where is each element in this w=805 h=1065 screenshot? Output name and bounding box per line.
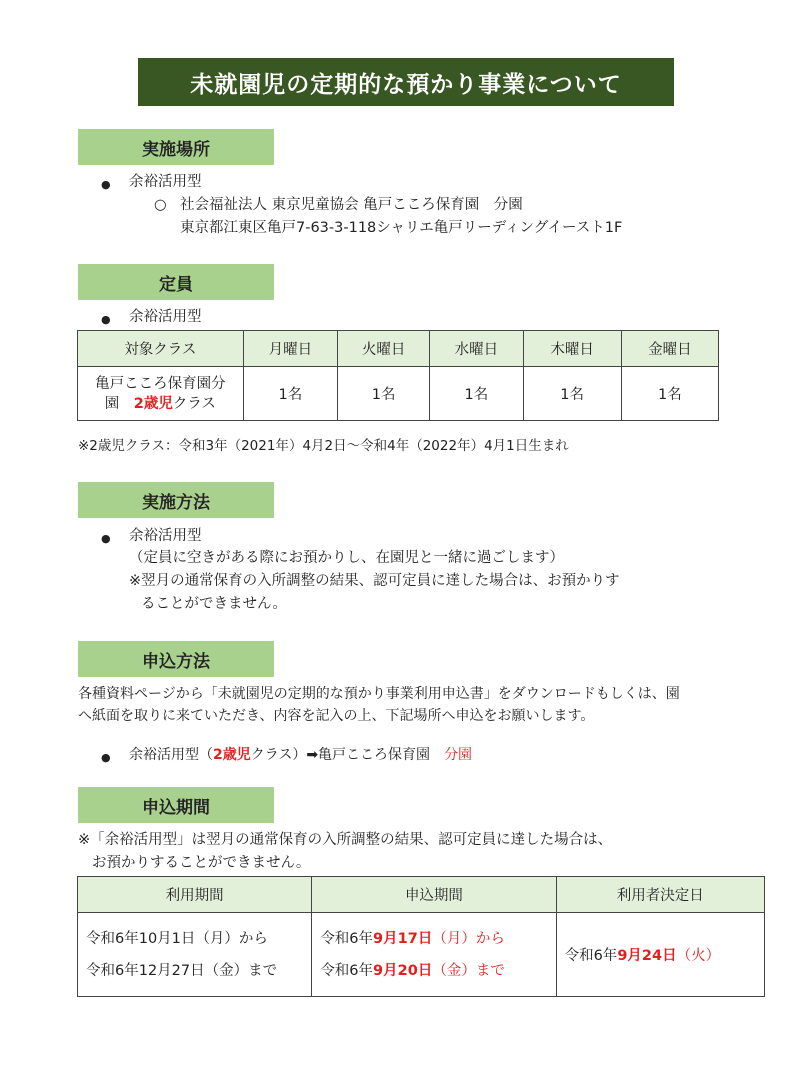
period-header: 利用期間 bbox=[78, 877, 312, 913]
method-note-line1: ※翌月の通常保育の入所調整の結果、認可定員に達した場合は、お預かりす bbox=[129, 573, 620, 589]
method-desc: （定員に空きがある際にお預かりし、在園児と一緒に過ごします） bbox=[129, 550, 564, 566]
capacity-header: 対象クラス bbox=[78, 331, 244, 367]
period-header: 利用者決定日 bbox=[556, 877, 764, 913]
apply-from: 令和6年9月17日（月）から bbox=[320, 930, 505, 947]
capacity-header: 水曜日 bbox=[430, 331, 523, 367]
use-to: 令和6年12月27日（金）まで bbox=[86, 962, 278, 979]
capacity-value: 1名 bbox=[243, 367, 337, 421]
apply-period-cell bbox=[312, 913, 556, 997]
facility-address: 東京都江東区亀戸7-63-3-118シャリエ亀戸リーディングイースト1F bbox=[180, 220, 623, 236]
location-type: 余裕活用型 bbox=[129, 174, 202, 190]
capacity-type: 余裕活用型 bbox=[129, 309, 202, 325]
capacity-value: 1名 bbox=[337, 367, 429, 421]
section-heading-location: 実施場所 bbox=[78, 129, 274, 165]
apply-branch: 分園 bbox=[444, 747, 473, 763]
bullet-icon bbox=[101, 176, 111, 186]
decision-date: 9月24日 bbox=[617, 948, 677, 964]
decision-date-cell: 令和6年9月24日（火） bbox=[556, 913, 764, 997]
capacity-value: 1名 bbox=[523, 367, 621, 421]
capacity-value: 1名 bbox=[430, 367, 523, 421]
period-note-line1: ※「余裕活用型」は翌月の通常保育の入所調整の結果、認可定員に達した場合は、 bbox=[78, 832, 613, 848]
capacity-header: 木曜日 bbox=[523, 331, 621, 367]
bullet-icon bbox=[101, 749, 111, 759]
bullet-icon bbox=[101, 530, 111, 540]
capacity-header: 月曜日 bbox=[243, 331, 337, 367]
facility-name: 社会福祉法人 東京児童協会 亀戸こころ保育園 分園 bbox=[180, 197, 523, 213]
page-title: 未就園児の定期的な預かり事業について bbox=[138, 58, 674, 106]
class-age: 2歳児 bbox=[133, 395, 173, 412]
apply-text-line1: 各種資料ページから「未就園児の定期的な預かり事業利用申込書」をダウンロードもしくは、園 bbox=[78, 686, 680, 702]
section-heading-period: 申込期間 bbox=[78, 787, 274, 823]
bullet-icon bbox=[101, 311, 111, 321]
period-table bbox=[77, 876, 765, 997]
period-note-line2: お預かりすることができません。 bbox=[92, 855, 311, 871]
class-cell bbox=[78, 367, 244, 421]
capacity-header: 火曜日 bbox=[337, 331, 429, 367]
use-period-cell bbox=[78, 913, 312, 997]
apply-destination: 余裕活用型（2歳児クラス）➡亀戸こころ保育園 分園 bbox=[129, 747, 473, 763]
capacity-table bbox=[77, 330, 719, 421]
method-note-line2: ることができません。 bbox=[141, 596, 287, 612]
section-heading-apply: 申込方法 bbox=[78, 641, 274, 677]
hollow-bullet-icon: ○ bbox=[154, 197, 167, 213]
section-heading-capacity: 定員 bbox=[78, 264, 274, 300]
apply-to: 令和6年9月20日（金）まで bbox=[320, 962, 505, 979]
section-heading-method: 実施方法 bbox=[78, 482, 274, 518]
capacity-header: 金曜日 bbox=[621, 331, 718, 367]
capacity-note: ※2歳児クラス：令和3年（2021年）4月2日～令和4年（2022年）4月1日生まれ bbox=[78, 438, 569, 454]
capacity-value: 1名 bbox=[621, 367, 718, 421]
apply-age: 2歳児 bbox=[213, 747, 251, 763]
use-from: 令和6年10月1日（月）から bbox=[86, 930, 268, 947]
apply-text-line2: へ紙面を取りに来ていただき、内容を記入の上、下記場所へ申込をお願いします。 bbox=[78, 708, 595, 724]
class-name-line1: 亀戸こころ保育園分 bbox=[95, 375, 226, 392]
method-type: 余裕活用型 bbox=[129, 528, 202, 544]
class-name-line2: 園 2歳児クラス bbox=[104, 395, 216, 412]
period-header: 申込期間 bbox=[312, 877, 556, 913]
